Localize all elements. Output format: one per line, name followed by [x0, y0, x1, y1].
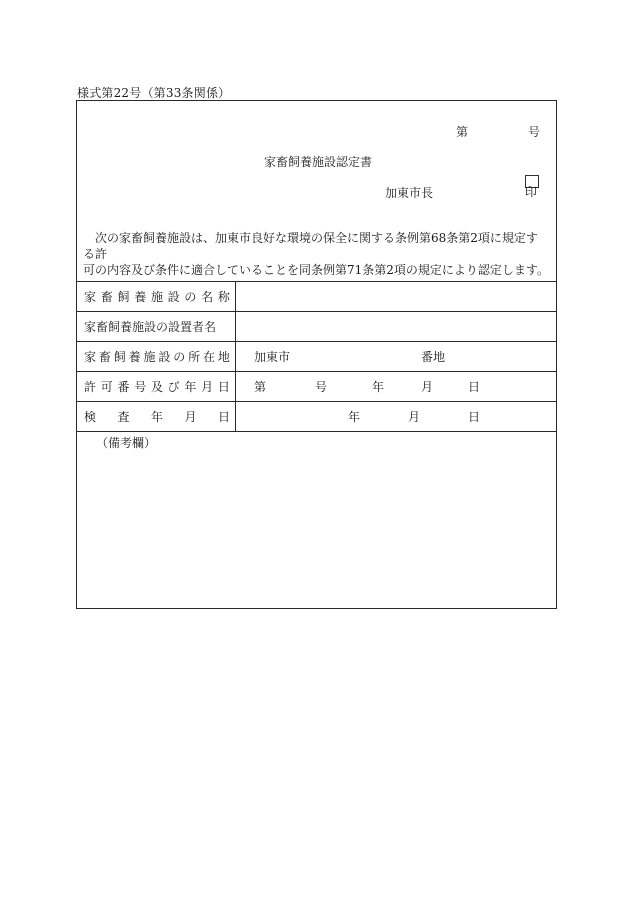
- label-char: 地: [217, 350, 230, 364]
- mayor-name: 加東市長: [385, 186, 434, 200]
- inspection-month: 月: [408, 410, 421, 424]
- label-char: 設: [167, 290, 180, 304]
- permit-month: 月: [421, 380, 434, 394]
- permit-day: 日: [468, 380, 481, 394]
- seal-mark: 印: [525, 185, 538, 199]
- body-line-1: 次の家畜飼養施設は、加東市良好な環境の保全に関する条例第68条第2項に規定する許: [83, 231, 538, 261]
- row-divider: [76, 311, 556, 312]
- certificate-body-text: [83, 230, 549, 278]
- row-divider: [76, 341, 556, 342]
- label-char: 検: [84, 410, 97, 424]
- label-char: の: [173, 350, 186, 364]
- label-char: 号: [134, 380, 147, 394]
- facility-name-field[interactable]: [237, 283, 553, 309]
- label-char: 養: [134, 290, 147, 304]
- label-char: 施: [150, 290, 163, 304]
- document-title: 家畜飼養施設認定書: [264, 155, 373, 169]
- label-installer-name: [84, 318, 230, 335]
- label-char: 日: [217, 380, 230, 394]
- label-char: 設: [158, 350, 171, 364]
- number-dai: 第: [456, 125, 469, 139]
- permit-go: 号: [315, 380, 328, 394]
- location-city: 加東市: [254, 350, 291, 364]
- inspection-day: 日: [468, 410, 481, 424]
- label-char: 日: [217, 410, 230, 424]
- row-divider: [76, 371, 556, 372]
- label-permit: [84, 378, 230, 395]
- installer-name-field[interactable]: [237, 313, 553, 339]
- inspection-year: 年: [348, 410, 361, 424]
- label-location: [84, 348, 230, 365]
- label-char: 飼: [113, 350, 126, 364]
- label-char: 在: [203, 350, 216, 364]
- label-facility-name: [84, 288, 230, 305]
- permit-year: 年: [372, 380, 385, 394]
- number-go: 号: [528, 125, 541, 139]
- table-top-line: [76, 281, 556, 282]
- label-char: 可: [100, 380, 113, 394]
- label-text: 家畜飼養施設の設置者名: [84, 320, 217, 334]
- label-char: び: [167, 380, 180, 394]
- label-char: 年: [184, 380, 197, 394]
- label-char: 名: [201, 290, 214, 304]
- label-char: 月: [184, 410, 197, 424]
- body-line-2: 可の内容及び条件に適合していることを同条例第71条第2項の規定により認定します。: [83, 263, 549, 277]
- label-char: 称: [217, 290, 230, 304]
- label-char: 家: [84, 350, 97, 364]
- form-number-label: 様式第22号（第33条関係）: [77, 86, 231, 100]
- label-inspection: [84, 408, 230, 425]
- label-char: 査: [117, 410, 130, 424]
- table-bottom-line: [76, 431, 556, 432]
- label-char: 畜: [100, 290, 113, 304]
- label-char: 及: [150, 380, 163, 394]
- label-char: 月: [201, 380, 214, 394]
- location-banchi: 番地: [421, 350, 446, 364]
- label-char: 家: [84, 290, 97, 304]
- remarks-label: （備考欄）: [96, 436, 157, 450]
- label-char: 番: [117, 380, 130, 394]
- label-char: 養: [128, 350, 141, 364]
- row-divider: [76, 401, 556, 402]
- remarks-field[interactable]: [78, 450, 554, 605]
- label-char: 年: [150, 410, 163, 424]
- label-char: 畜: [98, 350, 111, 364]
- label-char: 許: [84, 380, 97, 394]
- label-char: の: [184, 290, 197, 304]
- label-char: 施: [143, 350, 156, 364]
- label-char: 飼: [117, 290, 130, 304]
- permit-dai: 第: [254, 380, 267, 394]
- column-divider: [235, 281, 236, 431]
- label-char: 所: [188, 350, 201, 364]
